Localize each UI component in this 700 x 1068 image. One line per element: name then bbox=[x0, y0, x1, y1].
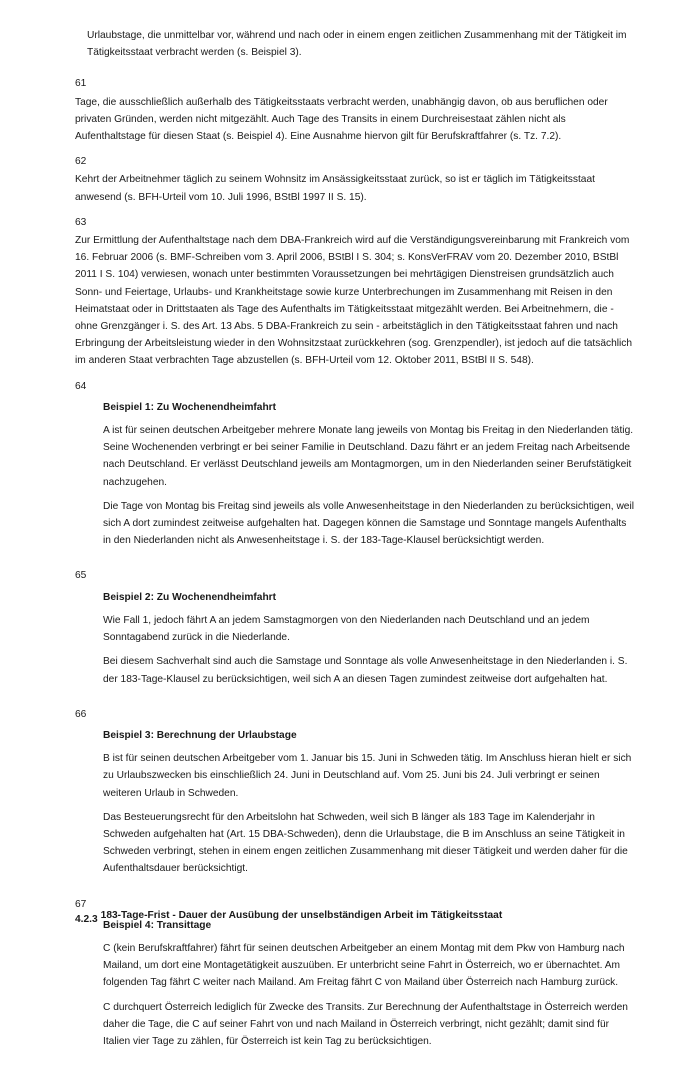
example-paragraph: Die Tage von Montag bis Freitag sind jeweils als volle Anwesenheitstage in den Niederlanden zu berücksichtigen, weil sich A dort zumindest zeitweise aufgehalten hat. Dagegen können die Samstage und Sonntage mangels Aufenthalts in den Niederlanden nicht als Anwesenheitstage i. S. der 183-Tage-Klausel berücksichtigt werden. bbox=[103, 500, 634, 547]
example-content bbox=[103, 589, 635, 688]
paragraph-number: 63 bbox=[75, 216, 87, 228]
paragraph-62 bbox=[75, 153, 635, 206]
example-content bbox=[103, 917, 635, 1050]
paragraph-text: Tage, die ausschließlich außerhalb des Tätigkeitsstaats verbracht werden, unabhängig davon, ob aus beruflichen oder privaten Gründen, werden nicht mitgezählt. Auch Tage des Transits in einem Durchreisestaat zählen nicht als Aufenthaltstage für diesen Staat (s. Beispiel 4). Eine Ausnahme hiervon gilt für Berufskraftfahrer (s. Tz. 7.2). bbox=[75, 96, 608, 143]
paragraph-61 bbox=[75, 75, 635, 145]
paragraph-number: 64 bbox=[75, 380, 87, 392]
example-content bbox=[103, 399, 635, 550]
example-2 bbox=[75, 567, 635, 687]
example-paragraph: C durchquert Österreich lediglich für Zwecke des Transits. Zur Berechnung der Aufenthaltstage in Österreich werden daher die Tage, die C auf seiner Fahrt von und nach Mailand in Österreich verbringt, nicht gezählt; damit sind für Italien vier Tage zu zählen, für Österreich ist kein Tag zu berücksichtigen. bbox=[103, 1001, 628, 1047]
paragraph-number: 66 bbox=[75, 708, 87, 720]
example-title: Beispiel 1: Zu Wochenendheimfahrt bbox=[103, 401, 277, 413]
example-paragraph: Das Besteuerungsrecht für den Arbeitslohn hat Schweden, weil sich B länger als 183 Tage im Kalenderjahr in Schweden aufgehalten hat (Art. 15 DBA-Schweden), denn die Urlaubstage, die B im Anschluss an seine Tätigkeit in Schweden verbringt, stehen in einem engen zeitlichen Zusammenhang mit dieser Tätigkeit und werden daher für die Aufenthaltsdauer berücksichtigt. bbox=[103, 811, 628, 875]
example-paragraph: A ist für seinen deutschen Arbeitgeber mehrere Monate lang jeweils von Montag bis Freitag in den Niederlanden tätig. Seine Wochenenden verbringt er bei seiner Familie in Deutschland. Dazu fährt er an jedem Freitag nach Arbeitsende nach Deutschland. Er verlässt Deutschland jeweils am Montagmorgen, um in den Niederlanden seiner Berufstätigkeit nachzugehen. bbox=[103, 425, 634, 488]
example-paragraph: B ist für seinen deutschen Arbeitgeber vom 1. Januar bis 15. Juni in Schweden tätig. Im Anschluss hieran hielt er sich zu Urlaubszwecken bis einschließlich 24. Juni in Deutschland auf. Vom 25. Juni bis 24. Juli verbringt er seinen weiteren Urlaub in Schweden. bbox=[103, 753, 632, 799]
example-paragraph: C (kein Berufskraftfahrer) fährt für seinen deutschen Arbeitgeber an einem Montag mit dem Pkw von Hamburg nach Mailand, um dort eine Montagetätigkeit auszuüben. Er unterbricht seine Fahrt in Österreich, wo er übernachtet. Am folgenden Tag fährt C weiter nach Mailand. Am Freitag fährt C von Mailand über Österreich nach Hamburg zurück. bbox=[103, 942, 625, 989]
intro-text: Urlaubstage, die unmittelbar vor, während und nach oder in einem engen zeitlichen Zusammenhang mit der Tätigkeit im Tätigkeitsstaat verbracht werden (s. Beispiel 3). bbox=[87, 30, 627, 59]
example-paragraph: Wie Fall 1, jedoch fährt A an jedem Samstagmorgen von den Niederlanden nach Deutschland und an jedem Sonntagabend zurück in die Niederlande. bbox=[103, 614, 590, 644]
paragraph-number: 61 bbox=[75, 78, 87, 90]
paragraph-63 bbox=[75, 214, 635, 370]
example-paragraph: Bei diesem Sachverhalt sind auch die Samstage und Sonntage als volle Anwesenheitstage in den Niederlanden i. S. der 183-Tage-Klausel zu berücksichtigen, weil sich A an diesen Tagen zumindest zeitweise dort aufgehalten hat. bbox=[103, 656, 628, 685]
section-number: 4.2.3 bbox=[75, 914, 98, 925]
example-3 bbox=[75, 706, 635, 878]
example-title: Beispiel 3: Berechnung der Urlaubstage bbox=[103, 729, 297, 741]
paragraph-text: Zur Ermittlung der Aufenthaltstage nach dem DBA-Frankreich wird auf die Verständigungsvereinbarung mit Frankreich vom 16. Februar 2006 (s. BMF-Schreiben vom 3. April 2006, BStBl I S. 304; s. KonsVerFRAV vom 20. Dezember 2010, BStBl 2011 I S. 104) verwiesen, wonach unter bestimmten Voraussetzungen bei mehrtägigen Dienstreisen grundsätzlich auch Sonn- und Feiertage, Urlaubs- und Krankheitstage sowie kurze Unterbrechungen im Zusammenhang mit Reisen in den Heimatstaat oder in Drittstaaten als Tage des Aufenthalts im Tätigkeitsstaat mitgezählt werden. Bei Arbeitnehmern, die - ohne Grenzgänger i. S. des Art. 13 Abs. 5 DBA-Frankreich zu sein - arbeitstäglich in den Tätigkeitsstaat fahren und nach Erbringung der Arbeitsleistung wieder in den Wohnsitzstaat zurückkehren (sog. Grenzpendler), ist jedoch auf die tatsächlich im anderen Staat verbrachten Tage abzustellen (s. BFH-Urteil vom 12. Oktober 2011, BStBl II S. 548). bbox=[75, 235, 633, 367]
example-title: Beispiel 4: Transittage bbox=[103, 919, 212, 931]
example-1 bbox=[75, 378, 635, 550]
paragraph-number: 65 bbox=[75, 570, 87, 582]
paragraph-number: 67 bbox=[75, 898, 87, 910]
paragraph-text: Kehrt der Arbeitnehmer täglich zu seinem Wohnsitz im Ansässigkeitsstaat zurück, so ist er täglich im Tätigkeitsstaat anwesend (s. BFH-Urteil vom 10. Juli 1996, BStBl 1997 II S. 15). bbox=[75, 174, 595, 203]
example-content bbox=[103, 727, 635, 878]
paragraph-number: 62 bbox=[75, 156, 87, 168]
section-title: 183-Tage-Frist - Dauer der Ausübung der unselbständigen Arbeit im Tätigkeitsstaat bbox=[100, 910, 503, 921]
example-title: Beispiel 2: Zu Wochenendheimfahrt bbox=[103, 591, 277, 603]
